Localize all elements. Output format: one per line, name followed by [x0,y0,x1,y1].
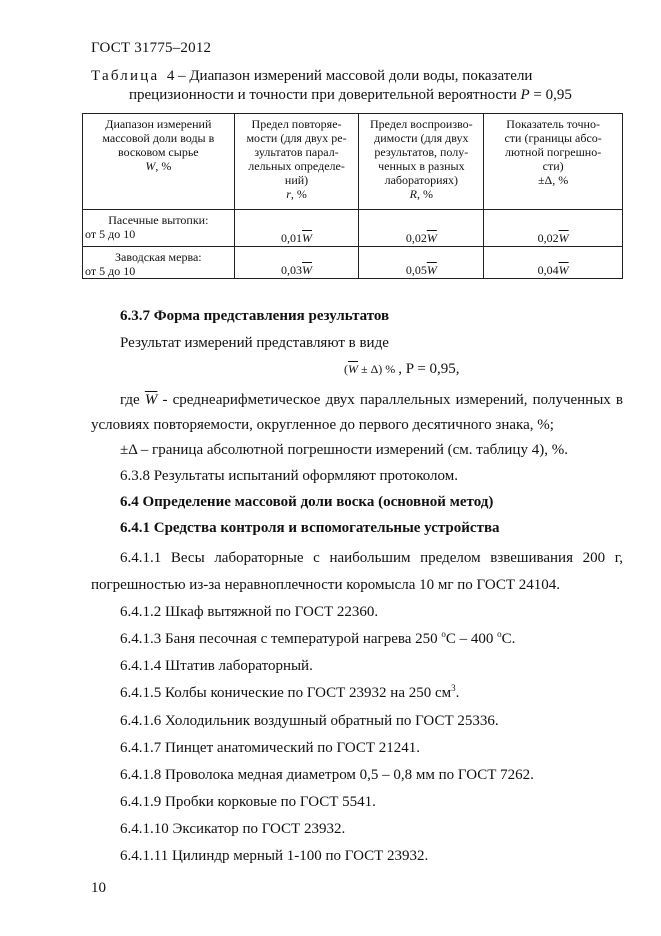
result-formula: $(\overline{W} \pm \Delta)$ % , P = 0,95, [344,361,460,377]
header-cell-accuracy: Показатель точно- сти (границы абсо- лютной погрешно- сти) ±Δ, % [484,114,623,210]
row-range-cell: Пасечные вытопки: от 5 до 10 [83,210,235,247]
list-item: 6.4.1.8 Проволока медная диаметром 0,5 – 0,8 мм по ГОСТ 7262. [120,767,534,783]
row-range-cell: Заводская мерва: от 5 до 10 [83,247,235,279]
table-caption-label: Таблица [91,68,160,84]
table-header-row [83,114,623,210]
section-6-3-7-title: 6.3.7 Форма представления результатов [120,308,390,324]
list-item: 6.4.1.9 Пробки корковые по ГОСТ 5541. [120,794,376,810]
section-6-4-title: 6.4 Определение массовой доли воска (основной метод) [120,494,494,510]
table-row: Заводская мерва: от 5 до 10 $0,03\overline{W}$ $0,05\overline{W}$ $0,04\overline{W}$ [83,247,623,279]
list-item: 6.4.1.7 Пинцет анатомический по ГОСТ 21241. [120,740,421,756]
list-item-continuation: погрешностью из-за неравноплечности коромысла 10 мг по ГОСТ 24104. [91,577,561,593]
table-4 [82,113,623,279]
table-caption-title: – Диапазон измерений массовой доли воды, показатели [174,68,533,84]
table-caption-line2: прецизионности и точности при доверительной вероятности P = 0,95 [129,87,572,103]
page-number: 10 [91,880,106,896]
header-cell-range: Диапазон измерений массовой доли воды в восковом сырье W, % [83,114,235,210]
header-cell-reproducibility: Предел воспроизво- димости (для двух результатов, полу- ченных в разных лабораториях) R, % [359,114,484,210]
paragraph: 6.3.8 Результаты испытаний оформляют протоколом. [120,468,458,484]
paragraph: Результат измерений представляют в виде [120,335,389,351]
list-item: 6.4.1.6 Холодильник воздушный обратный по ГОСТ 25336. [120,713,499,729]
list-item: 6.4.1.1 Весы лабораторные с наибольшим пределом взвешивания 200 г, [120,550,623,566]
paragraph: ±Δ – граница абсолютной погрешности измерений (см. таблицу 4), %. [120,442,568,458]
list-item: 6.4.1.5 Колбы конические по ГОСТ 23932 на 250 $см^3$. [120,683,460,701]
list-item: 6.4.1.2 Шкаф вытяжной по ГОСТ 22360. [120,604,379,620]
table-caption-number: 4 [166,68,175,84]
page-header: ГОСТ 31775–2012 [91,40,212,56]
paragraph: где $\overline{W}$ - среднеарифметическое двух параллельных измерений, полученных в [120,392,623,408]
list-item: 6.4.1.10 Эксикатор по ГОСТ 23932. [120,821,346,837]
table-row: Пасечные вытопки: от 5 до 10 $0,01\overline{W}$ $0,02\overline{W}$ $0,02\overline{W}$ [83,210,623,247]
section-6-4-1-title: 6.4.1 Средства контроля и вспомогательные устройства [120,520,500,536]
table-caption-line1 [91,68,532,85]
list-item: 6.4.1.4 Штатив лабораторный. [120,658,313,674]
list-item: 6.4.1.11 Цилиндр мерный 1-100 по ГОСТ 23932. [120,848,429,864]
list-item: 6.4.1.3 Баня песочная с температурой нагрева 250 $^о$С – 400 $^о$С. [120,629,516,647]
header-cell-repeatability: Предел повторяе- мости (для двух ре- зультатов парал- лельных определе- ний) r, % [234,114,359,210]
paragraph-continuation: условиях повторяемости, округленное до первого десятичного знака, %; [91,417,554,433]
